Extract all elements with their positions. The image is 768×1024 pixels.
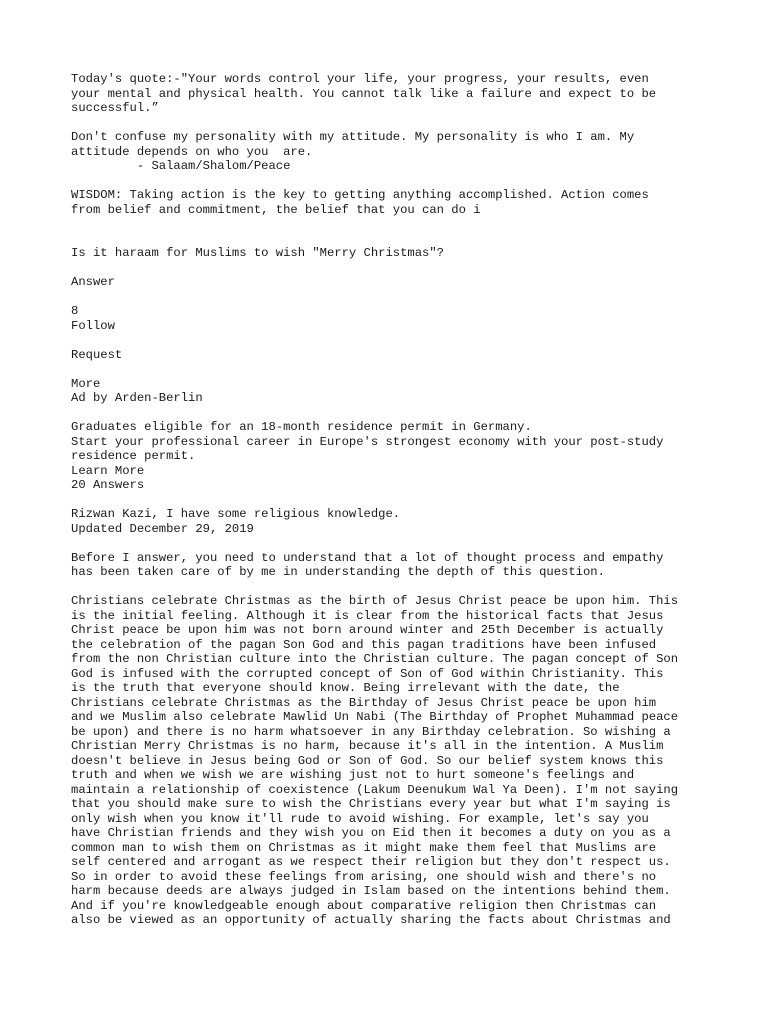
personality-line: Don't confuse my personality with my attitude. My personality is who I am. My	[71, 130, 635, 144]
ad-body	[71, 420, 711, 464]
answer-line: doesn't believe in Jesus being God or Son of God. So our belief system knows this	[71, 753, 664, 768]
more-button[interactable]: More	[71, 376, 101, 391]
answer-line: self centered and arrogant as we respect their religion but they don't respect us.	[71, 855, 671, 869]
answer-link[interactable]: Answer	[71, 275, 115, 289]
wisdom-line: WISDOM: Taking action is the key to getting anything accomplished. Action comes	[71, 188, 649, 202]
follow-count: 8	[71, 304, 79, 318]
author-credential[interactable]: Rizwan Kazi, I have some religious knowledge.	[71, 507, 401, 521]
ad-line: residence permit.	[71, 449, 196, 463]
answer-line: God is infused with the corrupted concept of Son of God within Christianity. This	[71, 666, 664, 681]
answers-count: 20 Answers	[71, 478, 145, 492]
answer-line: Christians celebrate Christmas as the Birthday of Jesus Christ peace be upon him	[71, 695, 657, 710]
answer-line: have Christian friends and they wish you on Eid then it becomes a duty on you as a	[71, 826, 671, 840]
updated-date: Updated December 29, 2019	[71, 521, 254, 536]
answer-line: Christ peace be upon him was not born around winter and 25th December is actually	[71, 623, 664, 637]
answer-line: truth and when we wish we are wishing just not to hurt someone's feelings and	[71, 768, 635, 782]
answer-intro-line: Before I answer, you need to understand that a lot of thought process and empathy	[71, 550, 664, 565]
answer-body	[71, 594, 711, 928]
answer-intro	[71, 551, 711, 580]
request-button[interactable]: Request	[71, 347, 123, 362]
wisdom-note	[71, 188, 711, 217]
learn-more-link[interactable]: Learn More	[71, 463, 145, 478]
answer-line: harm because deeds are always judged in Islam based on the intentions behind them.	[71, 884, 671, 898]
answer-line: and we Muslim also celebrate Mawlid Un Nabi (The Birthday of Prophet Muhammad peace	[71, 710, 679, 724]
answer-line: And if you're knowledgeable enough about comparative religion then Christmas can	[71, 898, 657, 913]
personality-line: attitude depends on who you are.	[71, 144, 313, 159]
answer-line: maintain a relationship of coexistence (Lakum Deenukum Wal Ya Deen). I'm not saying	[71, 782, 679, 797]
answer-line: is the initial feeling. Although it is clear from the historical facts that Jesus	[71, 608, 664, 623]
signature-line: - Salaam/Shalom/Peace	[71, 159, 291, 173]
quote-line: successful.”	[71, 101, 159, 115]
answer-line: that you should make sure to wish the Christians every year but what I'm saying is	[71, 797, 671, 811]
quote-line: Today's quote:-"Your words control your life, your progress, your results, even	[71, 72, 649, 86]
ad-label: Ad by Arden-Berlin	[71, 391, 203, 405]
follow-button[interactable]: Follow	[71, 318, 115, 333]
question-title: Is it haraam for Muslims to wish "Merry Christmas"?	[71, 246, 444, 260]
todays-quote	[71, 72, 711, 116]
answer-line: is the truth that everyone should know. Being irrelevant with the date, the	[71, 681, 620, 695]
answer-line: Christian Merry Christmas is no harm, because it's all in the intention. A Muslim	[71, 739, 664, 753]
document-page	[71, 72, 711, 928]
answer-line: common man to wish them on Christmas as it might make them feel that Muslims are	[71, 840, 657, 855]
answer-line: So in order to avoid these feelings from arising, one should wish and there's no	[71, 869, 657, 884]
answer-line: Christians celebrate Christmas as the birth of Jesus Christ peace be upon him. This	[71, 594, 679, 608]
quote-line: your mental and physical health. You cannot talk like a failure and expect to be	[71, 86, 657, 101]
answer-line: the celebration of the pagan Son God and this pagan traditions have been infused	[71, 637, 657, 652]
wisdom-line: from belief and commitment, the belief that you can do i	[71, 202, 481, 217]
answer-intro-line: has been taken care of by me in understanding the depth of this question.	[71, 565, 605, 579]
ad-line: Start your professional career in Europe's strongest economy with your post-study	[71, 434, 664, 449]
answer-line: be upon) and there is no harm whatsoever in any Birthday celebration. So wishing a	[71, 724, 671, 739]
answer-line: from the non Christian culture into the Christian culture. The pagan concept of Son	[71, 652, 679, 666]
answer-line: only wish when you know it'll rude to avoid wishing. For example, let's say you	[71, 811, 649, 826]
personality-note	[71, 130, 711, 174]
answer-line: also be viewed as an opportunity of actually sharing the facts about Christmas and	[71, 913, 671, 927]
ad-line: Graduates eligible for an 18-month residence permit in Germany.	[71, 420, 532, 434]
